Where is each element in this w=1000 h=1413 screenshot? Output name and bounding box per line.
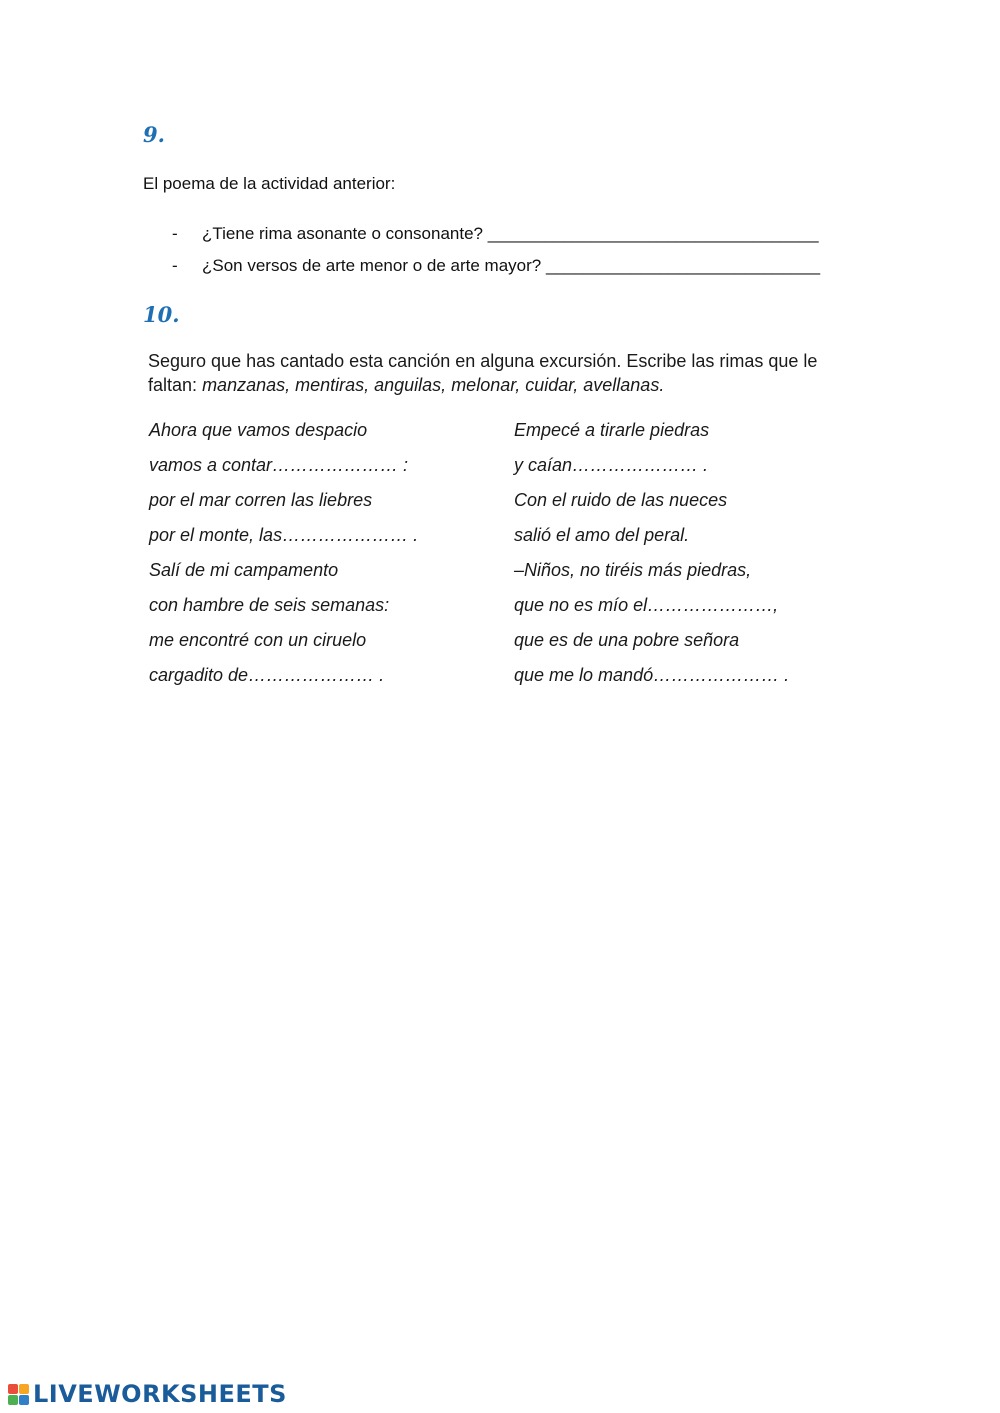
poem-line: por el mar corren las liebres: [149, 490, 373, 510]
logo-text: LIVEWORKSHEETS: [33, 1380, 287, 1408]
list-bullet: -: [172, 224, 178, 243]
poem-right-column: [514, 418, 789, 698]
logo-square: [8, 1384, 18, 1394]
exercise-10-number: 10.: [143, 302, 180, 327]
poem-line: Empecé a tirarle piedras: [514, 420, 710, 440]
exercise-9-intro: El poema de la actividad anterior:: [143, 174, 396, 193]
question-verse-type: [172, 256, 820, 276]
question-text: ¿Tiene rima asonante o consonante? ___________________________________: [202, 224, 819, 243]
word-bank: manzanas, mentiras, anguilas, melonar, cuidar, avellanas.: [202, 375, 665, 395]
liveworksheets-logo: [8, 1380, 287, 1408]
instruction-text: Seguro que has cantado esta canción en alguna excursión. Escribe las rimas que le faltan:: [148, 351, 818, 395]
poem-line: Salí de mi campamento: [149, 560, 339, 580]
poem-line-blank[interactable]: cargadito de………………… .: [149, 665, 385, 685]
logo-square: [19, 1395, 29, 1405]
poem-line: Ahora que vamos despacio: [149, 420, 368, 440]
poem-left-column: [149, 418, 418, 698]
exercise-10-instruction: [148, 349, 848, 397]
poem-line-blank[interactable]: que me lo mandó………………… .: [514, 665, 790, 685]
poem-line-blank[interactable]: por el monte, las………………… .: [149, 525, 419, 545]
poem-line: me encontré con un ciruelo: [149, 630, 367, 650]
poem-line-blank[interactable]: vamos a contar………………… :: [149, 455, 409, 475]
list-bullet: -: [172, 256, 178, 275]
logo-square: [8, 1395, 18, 1405]
question-text: ¿Son versos de arte menor o de arte mayor? _____________________________: [202, 256, 821, 275]
question-rhyme-type: [172, 224, 819, 244]
poem-line-blank[interactable]: y caían………………… .: [514, 455, 709, 475]
poem-line: con hambre de seis semanas:: [149, 595, 390, 615]
poem-line-blank[interactable]: que no es mío el…………………,: [514, 595, 779, 615]
logo-square: [19, 1384, 29, 1394]
poem-line: que es de una pobre señora: [514, 630, 740, 650]
poem-line: salió el amo del peral.: [514, 525, 690, 545]
poem-line: –Niños, no tiréis más piedras,: [514, 560, 752, 580]
liveworksheets-logo-icon: [8, 1384, 29, 1405]
exercise-9-number: 9.: [143, 122, 165, 147]
poem-line: Con el ruido de las nueces: [514, 490, 728, 510]
